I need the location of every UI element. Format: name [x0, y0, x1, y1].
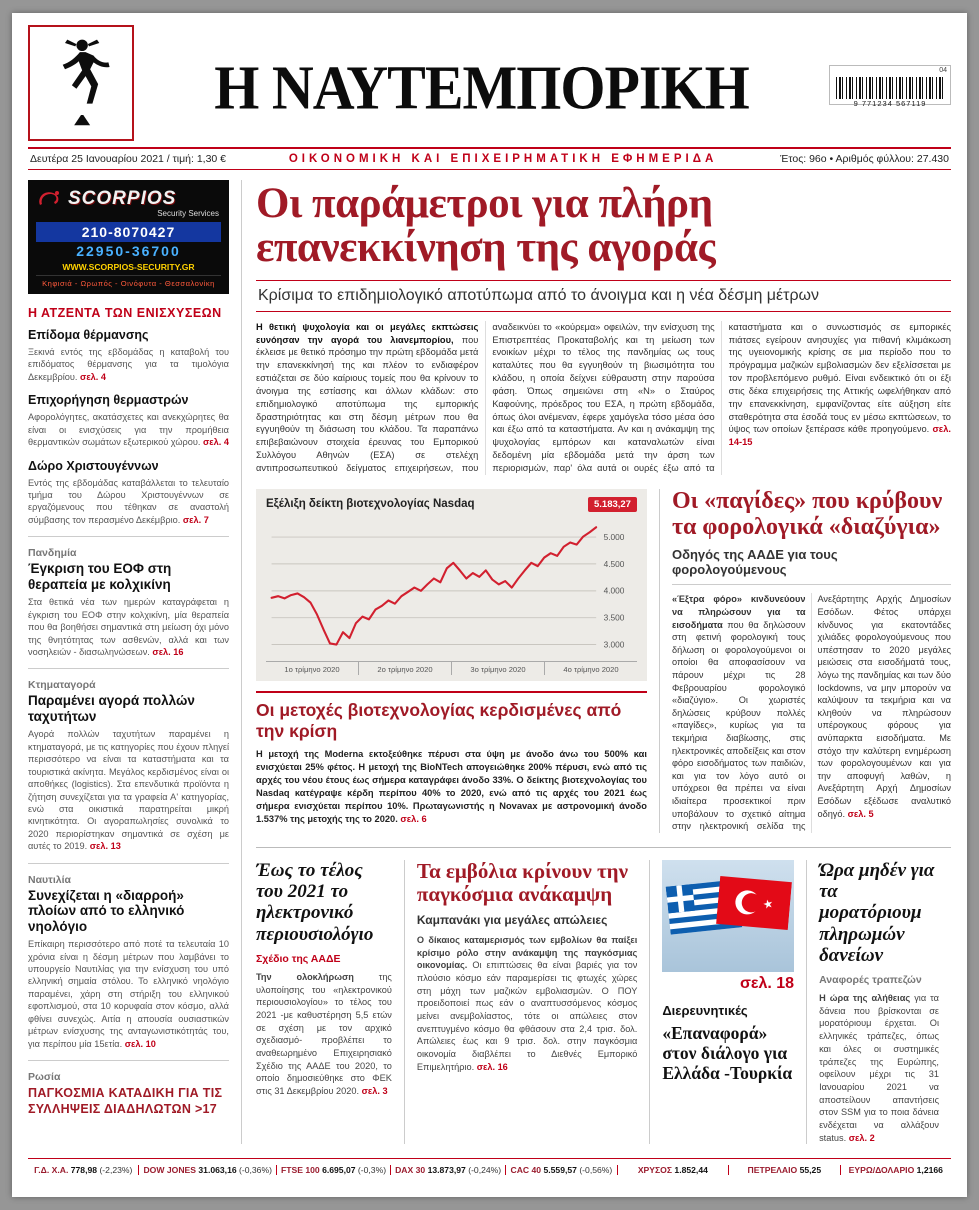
agenda-item: [28, 328, 229, 383]
page-reference: σελ. 16: [152, 646, 184, 657]
page-reference: σελ. 10: [124, 1038, 156, 1049]
ad-subtitle: Security Services: [157, 209, 219, 218]
ticker-item-cac: [505, 1165, 616, 1175]
page-reference: σελ. 3: [361, 1086, 388, 1096]
sidebar-divider: [28, 863, 229, 864]
page-reference: >17: [194, 1102, 218, 1117]
page-reference: σελ. 18: [739, 974, 795, 992]
ticker-label: ΧΡΥΣΟΣ: [637, 1165, 673, 1176]
ticker-item-oil: [728, 1165, 839, 1175]
ticker-item-ftse: [276, 1165, 390, 1175]
story-greece-turkey: [649, 860, 806, 1145]
agenda-item-title: Επιχορήγηση θερμαστρών: [28, 393, 189, 408]
section-body: Στα θετικά νέα των ημερών καταγράφεται η έγκριση του ΕΟΦ στην κολχικίνη, μία θεραπεία που θα βοηθήσει σημαντικά στη μείωση όχι μόνο της θνητότητας των ασθενών, αλλά και των νοσηλειών - διασωληνώσεων.: [28, 597, 229, 657]
page-reference: σελ. 6: [400, 813, 427, 824]
sidebar-divider: [28, 536, 229, 537]
barcode-bars-icon: [836, 77, 944, 99]
story-body-intro: Την ολοκλήρωση: [256, 971, 354, 982]
sidebar-section-realestate: [28, 679, 229, 852]
page-reference: σελ. 4: [80, 371, 107, 382]
ticker-value: 1,2166: [916, 1165, 943, 1176]
story-kicker: Διερευνητικές: [662, 1002, 748, 1018]
ticker-change: (-0,36%): [239, 1165, 272, 1176]
biotech-body: [256, 748, 647, 826]
flags-photo: [662, 860, 794, 972]
lead-article-body: [256, 321, 951, 475]
issue-info: Έτος: 96ο • Αριθμός φύλλου: 27.430: [780, 153, 949, 165]
story-kicker: Αναφορές τραπεζών: [819, 974, 922, 987]
page-reference: σελ. 13: [89, 841, 121, 852]
biotech-body-text: Η μετοχή της Moderna εκτοξεύθηκε πέρυσι στα ύψη με άνοδο άνω του 500% και ενισχύεται 25% φέτος. Η μετοχή της BioNTech απογειώθηκε 200% πέρυσι, ενώ από τις αρχές του νέου έτους έως σήμερα καταγράφει άνοδο 33%. Ο δείκτης βιοτεχνολογίας του Nasdaq κατέγραψε κέρδη περίπου 40% το 2020, ενώ από τις αρχές του 2021 έως σήμερα ενισχύεται περίπου 10%. Πρωταγωνιστής η Novavax με αστρονομική άνοδο 1.537% της μετοχής της το 2020.: [256, 748, 647, 824]
newspaper-title: Η ΝΑΥΤΕΜΠΟΡΙΚΗ: [214, 52, 749, 123]
sidebar-section-pandemic: [28, 547, 229, 658]
story-body-intro: Η ώρα της αλήθειας: [819, 993, 911, 1004]
story-loan-moratoria: [806, 860, 951, 1145]
agenda-section-header: Η ΑΤΖΕΝΤΑ ΤΩΝ ΕΝΙΣΧΥΣΕΩΝ: [28, 306, 222, 320]
section-body: Επίκαιρη περισσότερο από ποτέ τα τελευταία 10 χρόνια είναι η δέσμη μέτρων που λαμβάνει το υπουργείο Ναυτιλίας για την ενίσχυση του υπό ελληνική σημαία στόλου. Το ελληνικό νηολόγιο παραμένει, χάρη στη στήριξη του ελληνικού εφοπλισμού, στα 10 κορυφαία στον κόσμο, αλλά φθίνει συνεχώς. Αιτία η απουσία ουσιαστικών μέτρων ενίσχυσης της ανταγωνιστικότητάς του, για περίπου μία 15ετία.: [28, 939, 229, 1049]
ticker-item-gold: [617, 1165, 728, 1175]
ticker-value: 778,98: [70, 1165, 98, 1176]
story-headline: «Επαναφορά» στον διάλογο για Ελλάδα -Τουρκία: [662, 1022, 793, 1083]
page-reference: σελ. 16: [476, 1061, 508, 1072]
tax-story: [659, 489, 951, 833]
tax-body-intro: «Έξτρα φόρο» κινδυνεύουν να πληρώσουν για τα εισοδήματα: [671, 594, 806, 630]
ticker-value: 5.559,57: [543, 1165, 577, 1176]
x-axis-label: 3ο τρίμηνο 2020: [451, 662, 544, 675]
line-chart: [266, 514, 637, 654]
chart-last-value-badge: 5.183,27: [588, 497, 637, 512]
story-subhead: Καμπανάκι για μεγάλες απώλειες: [416, 912, 608, 927]
ticker-label: ΕΥΡΩ/ΔΟΛΑΡΙΟ: [848, 1165, 915, 1176]
turkish-flag-icon: [716, 875, 792, 931]
ad-areas: Κηφισιά - Ωρωπός - Οινόφυτα - Θεσσαλονίκη: [42, 279, 215, 288]
left-sidebar: [28, 180, 242, 1144]
svg-text:4.000: 4.000: [603, 585, 625, 596]
section-title: Έγκριση του ΕΟΦ στη θεραπεία με κολχικίνη: [28, 561, 172, 592]
x-axis-label: 2ο τρίμηνο 2020: [358, 662, 451, 675]
section-title: ΠΑΓΚΟΣΜΙΑ ΚΑΤΑΔΙΚΗ ΓΙΑ ΤΙΣ ΣΥΛΛΗΨΕΙΣ ΔΙΑΔΗΛΩΤΩΝ: [28, 1085, 223, 1117]
x-axis-label: 1ο τρίμηνο 2020: [284, 664, 340, 674]
bottom-stories: [256, 847, 951, 1145]
market-ticker: [28, 1158, 951, 1175]
tax-body-text: που θα δηλώσουν στη φετινή φορολογική τους δήλωση οι φορολογούμενοι οι οποίοι θα αποφασίσουν να πάρουν μέχρι τις 28 Φεβρουαρίου φορολογικό «διαζύγιο». Οι χωριστές δηλώσεις κρύβουν πολλές «παγίδες», κυρίως για τα τεκμήρια διαβίωσης, στις ηλεκτρονικές αποδείξεις και στον φόρο εισοδήματος των παιδιών, και για τον λόγο αυτό οι υπόχρεοι θα πρέπει να είναι ιδιαίτερα προσεκτικοί πριν υποβάλουν το σχετικό αίτημα στην ηλεκτρονική σελίδα της Ανεξάρτητης Αρχής Δημοσίων Εσόδων. Φέτος υπάρχει κίνδυνος για εκατοντάδες χιλιάδες φορολογούμενους που υπέστησαν το 2020 μεγάλες μειώσεις στα εισοδήματά τους, λόγω της πανδημίας και των δύο lockdowns, να μην μπορούν να καλύψουν τα τεκμήρια και να κληθούν να πληρώσουν υπέρογκους φόρους για ανύπαρκτα εισοδήματα. Με στόχο την καλύτερη ενημέρωση των φορολογουμένων και για την αποφυγή λαθών, η Ανεξάρτητη Αρχή Δημοσίων Εσόδων εξέδωσε αναλυτικό οδηγό.: [671, 594, 951, 832]
section-title: Συνεχίζεται η «διαρροή» πλοίων από το ελληνικό νηολόγιο: [28, 887, 185, 934]
biotech-headline: Οι μετοχές βιοτεχνολογίας κερδισμένες από την κρίση: [256, 691, 647, 742]
date-price: Δευτέρα 25 Ιανουαρίου 2021 / τιμή: 1,30 €: [30, 153, 227, 165]
scorpios-ad: [28, 180, 229, 294]
section-kicker: Πανδημία: [28, 547, 77, 560]
ad-phone-secondary: 22950-36700: [76, 243, 181, 259]
svg-text:5.000: 5.000: [603, 531, 625, 542]
ticker-change: (-0,56%): [579, 1165, 613, 1176]
ticker-label: DOW JONES: [143, 1165, 196, 1176]
ticker-value: 1.852,44: [674, 1165, 708, 1176]
hermes-logo: [28, 25, 134, 141]
newspaper-tagline: ΟΙΚΟΝΟΜΙΚΗ ΚΑΙ ΕΠΙΧΕΙΡΗΜΑΤΙΚΗ ΕΦΗΜΕΡΙΔΑ: [288, 153, 718, 165]
barcode-block: [829, 25, 951, 108]
story-vaccines: [404, 860, 649, 1145]
story-headline: Έως το τέλος του 2021 το ηλεκτρονικό περιουσιολόγιο: [256, 859, 374, 945]
ticker-label: Γ.Δ. Χ.Α.: [34, 1165, 69, 1176]
barcode: [829, 75, 951, 108]
chart-x-axis: [266, 661, 637, 675]
sidebar-section-russia: [28, 1071, 229, 1118]
story-headline: Τα εμβόλια κρίνουν την παγκόσμια ανάκαμψη: [416, 858, 628, 906]
ticker-label: DAX 30: [395, 1165, 426, 1176]
chart-title: Εξέλιξη δείκτη βιοτεχνολογίας Nasdaq: [266, 497, 475, 510]
lead-subhead: Κρίσιμα το επιδημιολογικό αποτύπωμα από το άνοιγμα και η νέα δέσμη μέτρων: [256, 280, 951, 312]
masthead: [28, 25, 951, 141]
page-reference: σελ. 5: [847, 808, 874, 819]
ticker-change: (-0,24%): [468, 1165, 502, 1176]
lead-headline: Οι παράμετροι για πλήρη επανεκκίνηση της αγοράς: [256, 180, 716, 271]
page-reference: σελ. 2: [848, 1132, 875, 1143]
hermes-figure-icon: [46, 35, 116, 131]
story-body: Οι επιπτώσεις θα είναι βαριές για τον πλούσιο κόσμο εάν παραμερίσει τις φτωχές χώρες στη μάχη των μαζικών εμβολιασμών. Ο ΠΟΥ προειδοποιεί πως εάν ο αναπτυσσόμενος κόσμος μείνει ανεμβολίαστος, τότε οι απώλειες στον ανεπτυγμένο κόσμο θα φθάσουν στα 2,4 τρισ. δολ. Απώλειες έως και 9 τρισ. δολ. στην παγκόσμια οικονομία διαβλέπει το Διεθνές Εμπορικό Επιμελητήριο.: [416, 960, 638, 1072]
ticker-item-dow: [138, 1165, 276, 1175]
ticker-change: (-0,3%): [357, 1165, 387, 1176]
ad-phone-primary: 210-8070427: [36, 222, 221, 242]
section-kicker: Ναυτιλία: [28, 873, 71, 886]
ticker-label: ΠΕΤΡΕΛΑΙΟ: [747, 1165, 798, 1176]
ticker-item-gdxa: [28, 1165, 138, 1175]
ticker-label: CAC 40: [510, 1165, 542, 1176]
story-body-intro: Ο δίκαιος καταμερισμός των εμβολίων θα παίξει κρίσιμο ρόλο στην ανάκαμψη της παγκόσμιας οικονομίας.: [416, 934, 638, 971]
ticker-change: (-2,23%): [99, 1165, 133, 1176]
tax-headline: Οι «παγίδες» που κρύβουν τα φορολογικά «διαζύγια»: [671, 487, 943, 540]
section-body: Αγορά πολλών ταχυτήτων παραμένει η κτηματαγορά, με τις κατηγορίες που έχουν πληγεί περισσότερο να είναι τα καταστήματα και τα τουριστικά ακίνητα. Μεγάλος κερδισμένος είναι οι αποθήκες (logistics). Στα επενδυτικά προϊόντα η ζήτηση συνεχίζεται για τα γραφεία Α' κατηγορίας, ενώ στα οικιστικά παρατηρείται μικρή κινητικότητα. Οι αγοραπωλησίες συνολικά το 2020 περιορίστηκαν σημαντικά σε σχέση με αυτές το 2019.: [28, 729, 229, 852]
agenda-item-body: Εντός της εβδομάδας καταβάλλεται το τελευταίο τμήμα του Δώρου Χριστουγέννων σε εργαζόμενους που τέθηκαν σε αναστολή σύμβασης τον περασμένο Δεκέμβριο.: [28, 477, 229, 525]
ticker-value: 6.695,07: [322, 1165, 356, 1176]
ad-brand: SCORPIOS: [68, 188, 177, 209]
main-column: [256, 180, 951, 1144]
lead-body-text: που έκλεισε με θετικό πρόσημο την πρώτη εβδομάδα μετά την επανεκκίνησή της και πλέον το ενδιαφέρον εστιάζεται σε δύο καίριους τομείς που θα κρίνουν το άνοιγμα της εστίασης και άλλων κλάδων: στο επιδημιολογικό αποτύπωμα της εμπορικής δραστηριότητας και στη δέσμη μέτρων που θα εγγυηθούν τη διάσωση του κλάδου. Τα παραπάνω επιβεβαιώνουν στοιχεία έρευνας του Εμπορικού Συλλόγου Αθηνών (ΕΣΑ) σε στελέχη αντιπροσωπευτικού δείγματος επιχειρήσεων, που αναδεικνύει το «κούρεμα» οφειλών, την ενίσχυση της Επιστρεπτέας Προκαταβολής και τη μείωση των ενοικίων μέχρι το τέλος της πανδημίας ως τους καταλύτες που θα εγγυηθούν τη βιωσιμότητα του κλάδου, η οποία δείχνει εύθραυστη στην παρούσα φάση. Όπως σημειώνει στη «Ν» ο Σταύρος Καφούνης, πρόεδρος του ΕΣΑ, η πρώτη εβδομάδα, όπως όλοι ανέμεναν, έφερε χαμόγελα τόσο μέσα όσο και έξω από τα καταστήματα. Αν και η ανάκαμψη της ψυχολογίας εμπόρων και καταναλωτών είναι δεδομένη μία εβδομάδα μετά την άρση των περιορισμών, παρ' όλα αυτά οι ουρές έξω από τα καταστήματα και ο συνωστισμός σε εμπορικές πιάτσες εγείρουν ανησυχίες για πιθανή κλιμάκωση της υγειονομικής κρίσης σε μια περίοδο που το πρόγραμμα μαζικών εμβολιασμών δεν εξελίσσεται με τον προβλεπόμενο ρυθμό. Είναι ενδεικτικό ότι οι έξι στις δέκα επιχειρήσεις της Αττικής ωφελήθηκαν από την επανεκκίνηση, εμφανίζοντας είτε αύξηση είτε σταθερότητα στα έσοδά τους εν μέσω εκπτώσεων, το ύψος των οποίων ξεπέρασε κάθε προηγούμενο.: [256, 321, 951, 473]
dateline-bar: [28, 147, 951, 170]
nasdaq-biotech-chart: [256, 489, 647, 681]
page-reference: σελ. 4: [203, 437, 229, 448]
ticker-item-dax: [390, 1165, 505, 1175]
ticker-value: 13.873,97: [427, 1165, 466, 1176]
sidebar-section-shipping: [28, 874, 229, 1050]
ad-website: WWW.SCORPIOS-SECURITY.GR: [36, 260, 221, 276]
page-reference: σελ. 7: [182, 514, 209, 525]
agenda-item-title: Δώρο Χριστουγέννων: [28, 458, 159, 473]
svg-text:4.500: 4.500: [603, 558, 625, 569]
story-headline: Ώρα μηδέν για τα μορατόριουμ πληρωμών δανείων: [819, 859, 935, 966]
ticker-item-eurusd: [840, 1165, 951, 1175]
agenda-item: [28, 459, 229, 527]
page-reference: σελ. 14-15: [728, 424, 951, 448]
story-kicker: Σχέδιο της ΑΑΔΕ: [256, 952, 341, 965]
ticker-value: 31.063,16: [198, 1165, 237, 1176]
ticker-label: FTSE 100: [280, 1165, 320, 1176]
story-body: για τα δάνεια που βρίσκονται σε μορατόριουμ έρχεται. Οι ελληνικές τράπεζες, όπως και όλες οι συστημικές τράπεζες της Ευρώπης, οφείλουν μέχρι τις 31 Ιανουαρίου 2021 να αποστείλουν απαντήσεις στον SSM για το ποια δάνεια ενδέχεται να αλλάξουν status.: [819, 993, 939, 1143]
biotech-story: [256, 489, 659, 833]
tax-body: [672, 593, 951, 832]
story-e-periousiologio: [256, 860, 404, 1145]
barcode-number: 9 771234 567119: [853, 99, 927, 108]
sidebar-divider: [28, 1060, 229, 1061]
tax-subhead: Οδηγός της ΑΑΔΕ για τους φορολογούμενους: [672, 547, 951, 585]
agenda-item: [28, 393, 229, 448]
barcode-corner-number: 04: [829, 65, 951, 75]
section-kicker: Ρωσία: [28, 1070, 61, 1083]
agenda-item-body: Ξεκινά εντός της εβδομάδας η καταβολή του επιδόματος θέρμανσης για τα τιμολόγια Δεκεμβρίου.: [28, 347, 229, 382]
lead-body-intro: Η θετική ψυχολογία και οι μεγάλες εκπτώσεις ευνόησαν την αγορά του λιανεμπορίου,: [256, 321, 479, 345]
agenda-item-body: Αφορολόγητες, ακατάσχετες και ανεκχώρητες θα είναι οι ενισχύσεις για την προμήθεια θερμαντικών σωμάτων εξωτερικού χώρου.: [28, 412, 229, 448]
newspaper-front-page: [12, 13, 967, 1197]
svg-text:3.500: 3.500: [603, 612, 625, 623]
sidebar-divider: [28, 668, 229, 669]
svg-text:3.000: 3.000: [603, 638, 625, 650]
section-title: Παραμένει αγορά πολλών ταχυτήτων: [28, 693, 195, 724]
scorpion-icon: [36, 187, 62, 211]
section-kicker: Κτηματαγορά: [28, 679, 96, 692]
story-body: της υλοποίησης του «ηλεκτρονικού περιουσιολογίου» το τέλος του 2021 -με καθυστέρηση 5,5 ετών σε σχέση με τον αρχικό σχεδιασμό- προβλέπει το αναθεωρημένο Επιχειρησιακό Σχέδιο της ΑΑΔΕ του 2020, το οποίο δημοσιεύθηκε στο ΦΕΚ στις 31 Δεκεμβρίου 2020.: [256, 971, 392, 1096]
ticker-value: 55,25: [799, 1165, 822, 1176]
agenda-item-title: Επίδομα θέρμανσης: [28, 328, 149, 342]
x-axis-label: 4ο τρίμηνο 2020: [544, 662, 637, 675]
